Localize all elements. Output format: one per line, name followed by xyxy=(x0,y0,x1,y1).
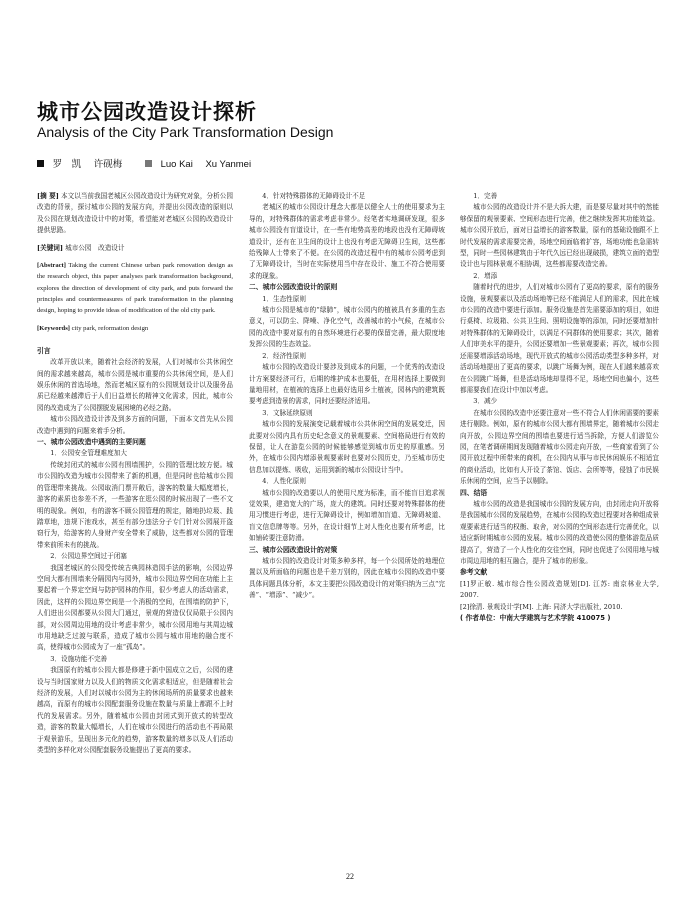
paragraph: 城市公园的改造设计要涉及到成本的问题，一个优秀的改造设计方案要经济可行，后期的维护成本也要低，在用材选择上要做到量地用材，在植被的选择上也最好选用乡土植被，园林内的建筑既要考虑到造景的需求，同时还要经济适用。 xyxy=(249,363,445,406)
text-column-3 xyxy=(460,191,659,624)
paragraph: 改革开放以来，随着社会经济的发展，人们对城市公共休闲空间的需求越来越高，城市公园是城市重要的公共休闲空间，是人们娱乐休闲的首选场地，然而老城区原有的公园规划设计以及服务品质已经越来越滞后于人们日益增长的精神文化需求，因此，城市公园的改造成为了公园摆脱发展困境的必经之路。 xyxy=(37,358,233,412)
paragraph: 城市公园是城市的“绿肺”，城市公园内的植被具有多重的生态意义，可以防尘、降噪、净化空气，改善城市的小气候，在城市公园的改造中要对原有的自然环境进行必要的保留完善，最大限度地发挥公园的生态效益。 xyxy=(249,306,445,349)
paragraph: 城市公园的改造要以人的使用尺度为标准，而不能盲目追求视觉效果，建造宽大的广场，庞大的建筑。同时还要对特殊群体的使用习惯进行考虑，进行无障碍设计，例如增加盲道、无障碍坡道、盲文信息牌等等。另外，在设计细节上对人性化也要有所考虑，比如铺砖要注意防滑。 xyxy=(249,488,445,543)
paragraph: 城市公园的改造设计并不是大拆大建，而是要尽量对其中的然能够保留的观景要素、空间形态进行完善，使之继续发挥其功能效益。城市公园开放后，面对日益增长的游客数量，原有的基础设施跟不上时代发展的需求需要完善，场地空间面临着扩容，场地功能也急需转型，同时一些园林建筑由于年代久远已经出现破损，建筑立面的造型设计也与园林景观不相协调，这些都需要改造完善。 xyxy=(460,203,659,269)
text-column-1 xyxy=(37,191,233,756)
keywords-en xyxy=(37,323,233,334)
author-name-en: Xu Yanmei xyxy=(205,159,252,170)
abstract-en xyxy=(37,260,233,316)
paragraph: 城市公园改造设计涉及到多方面的问题，下面本文首先从公园改造中遇到的问题来着手分析。 xyxy=(37,415,233,435)
article-title-en: Analysis of the City Park Transformation Design xyxy=(37,124,334,140)
subsection-heading: 3．减少 xyxy=(473,397,498,406)
section-heading-intro: 引言 xyxy=(37,346,51,355)
reference-item: [1]罗正敏. 城市综合性公园改造规划[D]. 江苏: 南京林业大学, 2007. xyxy=(460,579,659,600)
subsection-heading: 2．经济性原则 xyxy=(262,351,306,360)
section-heading-2: 二、城市公园改造设计的原则 xyxy=(249,283,338,292)
paragraph: 城市公园的改造是我国城市公园的发展方向，由封闭走向开放将是我国城市公园的发展趋势，在城市公园的改造过程要对各种组成景观要素进行适当的权衡、取舍，对公园的空间形态进行完善优化，以适应新时期城市公园的发展。城市公园的改造使公园的整体游览品质提高了，营造了一个人性化的交往空间，同时也促进了公园用地与城市周边用地的相互融合，提升了城市的形象。 xyxy=(460,499,659,565)
paragraph: 我国原有的城市公园大都是修建于新中国成立之后，公园的建设与当时国家财力以及人们的物质文化需求相适应，但是随着社会经济的发展，人们对以城市公园为主的休闲场所的质量要求也越来越高，而原有的城市公园配套服务设施在数量与质量上都跟不上时代的发展需求。另外，随着城市公园由封闭式到开放式的转型改造，游客的数量大幅增长，人们在城市公园进行的活动也不再局限于观景游乐，呈现出多元化的趋势，游客数量的增多以及人们活动类型的多样化对公园配套服务设施提出了更高的要求。 xyxy=(37,666,233,755)
subsection-heading: 3．设施功能不完善 xyxy=(50,654,108,663)
reference-item: [2]徐清. 景观设计学[M]. 上海: 同济大学出版社, 2010. xyxy=(460,602,623,611)
keywords-text: 城市公园 改造设计 xyxy=(65,243,125,252)
author-name-en: Luo Kai xyxy=(160,159,193,170)
subsection-heading: 3．文脉延续原则 xyxy=(262,408,313,417)
author-line xyxy=(37,156,251,170)
text-column-2 xyxy=(249,191,445,602)
abstract-label: [摘 要] xyxy=(37,192,59,200)
paragraph: 城市公园的发展演变记载着城市公共休闲空间的发展变迁，因此要对公园内具有历史纪念意义的景观要素、空间格局进行有效的保留，让人在游览公园的时候能够感觉到城市历史的厚重感。另外，在城市公园内增添景观要素时也要对公园历史，乃至城市历史信息加以提炼、吸收，运用到新的城市公园设计当中。 xyxy=(249,420,445,474)
paragraph: 在城市公园的改造中还要注意对一些不符合人们休闲需要的要素进行剔除。例如，原有的城市公园大都有围墙界定，随着城市公园走向开放，公园边界空间的围墙也要进行适当拆除，方便人们游览公园，在笔者调研期间发现随着城市公园走向开放，一些商家看到了公园开放过程中所带来的商机，在公园内从事与市民休闲娱乐不相适宜的商业活动，比如有人开设了茶馆、饭店、会所等等，侵蚀了市民娱乐休闲的空间，应当予以剔除。 xyxy=(460,408,659,486)
subsection-heading: 2．公园边界空间过于闭塞 xyxy=(50,552,127,561)
subsection-heading: 1．完善 xyxy=(473,192,498,200)
square-bullet-icon xyxy=(37,160,44,167)
author-affiliation: ( 作者单位：中南大学建筑与艺术学院 410075 ) xyxy=(460,614,611,623)
subsection-heading: 4．人性化原则 xyxy=(262,477,306,486)
abstract-text: 本文以当前我国老城区公园改造设计为研究对象，分析公园改造的背景，探讨城市公园的发展方向，并提出公园改造的原则以及公园在规划改造设计中的对策，希望能对老城区公园的改造设计提供思路。 xyxy=(37,192,233,235)
keywords-cn xyxy=(37,243,233,254)
subsection-heading: 4．针对特殊群体的无障碍设计不足 xyxy=(262,192,366,200)
subsection-heading: 1．生态性原则 xyxy=(262,294,306,303)
page-number: 22 xyxy=(346,872,354,881)
keywords-en-text: city park, reformation design xyxy=(71,324,149,332)
abstract-cn xyxy=(37,191,233,237)
author-name-cn: 罗 凯 xyxy=(52,159,82,170)
section-heading-3: 三、城市公园改造设计的对策 xyxy=(249,545,338,554)
paragraph: 老城区的城市公园设计理念大都是以健全人士的使用要求为主导的，对特殊群体的需求考虑非常少。经笔者实地调研发现，很多城市公园没有盲道设计，在一些有地势高差的地段也没有无障碍坡道设计，还有在卫生间的设计上也没有考虑无障碍卫生间，这些都给残障人士带来了不便。在公园的改造过程中有的城市公园考虑到了无障碍设计，当时在实际使用当中存在设计、施工不符合使用要求的现象。 xyxy=(249,203,445,280)
keywords-label: [关键词] xyxy=(37,243,64,252)
paragraph: 传统封闭式的城市公园有围墙围护，公园的管理比较方便。城市公园的改造为城市公园带来了新的机遇，但是同时也给城市公园的管理带来挑战。公园取消门票开敞后，游客的数量大幅度增长，游客的素质也参差不齐，一些游客在逛公园的时候出现了一些不文明的现象。例如，有的游客不顾公园管理的规定，随地扔垃圾、践踏草地，违规下池戏水，甚至有部分违法分子专门针对公园展开盗窃行为，给游客的人身财产安全带来了威胁，这些都对公园的管理带来前所未有的挑战。 xyxy=(37,460,233,549)
article-title-cn: 城市公园改造设计探析 xyxy=(37,100,257,124)
author-name-cn: 许砚梅 xyxy=(93,159,123,170)
subsection-heading: 1．公园安全管理难度加大 xyxy=(50,449,127,458)
paragraph: 随着时代的进步，人们对城市公园有了更高的要求，原有的服务设施，景观要素以及活动场地等已经不能满足人们的需求，因此在城市公园的改造中要进行添加。服务设施是首先需要添加的项目，如进行桌椅、垃圾箱、公共卫生间、照明设施等的添加，同时还要增加针对特殊群体的无障碍设计，以满足不同群体的使用要求；其次，随着人们审美水平的提升，公园还要增加一些景观要素；再次，城市公园还需要增添活动场地，现代开放式的城市公园活动类型多种多样，对活动场地提出了更高的要求，以跳广场舞为例，现在人们越来越喜欢在公园跳广场舞，但是活动场地却显得不足，场地空间也偏小，这些都需要我们在设计中加以考虑。 xyxy=(460,283,659,394)
subsection-heading: 2．增添 xyxy=(473,271,498,280)
abstract-en-label: [Abstract] xyxy=(37,262,66,270)
references-heading: 参考文献 xyxy=(460,568,488,577)
abstract-en-text: Taking the current Chinese urban park renovation design as the research object, this paper analyses park transformation background, explores the direction of development of city park, and puts forward the principles and countermeasures of park transformation in the planning design, hoping to provide ideas of modification of the old city park. xyxy=(37,262,233,315)
section-heading-1: 一、城市公园改造中遇到的主要问题 xyxy=(37,438,146,447)
paragraph: 我国老城区的公园受传统古典园林造园手法的影响，公园边界空间大都有围墙来分隔园内与园外，城市公园边界空间在功能上主要起着一个界定空间与防护园林的作用，很少考虑人的活动需求，因此，这样的公园边界空间是一个消极的空间，在围墙的防护下，人们进出公园都要从公园大门通过，景观的营造仅仅局限于公园内部，对公园周边用地的设计考虑非常少，城市公园用地与其周边城市用地缺乏过渡与联系，造成了城市公园与城市用地的融合度不高，使得城市公园成为了一座“孤岛”。 xyxy=(37,563,233,652)
paragraph: 城市公园的改造设计对策多种多样，每一个公园所处的地理位置以及所面临的问题也是千差万别的，因此在城市公园的改造中要具体问题具体分析，本文主要把公园改造设计的对策归纳为三点“完善”、“增添”、“减少”。 xyxy=(249,557,445,600)
square-bullet-icon xyxy=(145,160,152,167)
section-heading-4: 四、结语 xyxy=(460,488,488,497)
keywords-en-label: [Keywords] xyxy=(37,324,70,332)
